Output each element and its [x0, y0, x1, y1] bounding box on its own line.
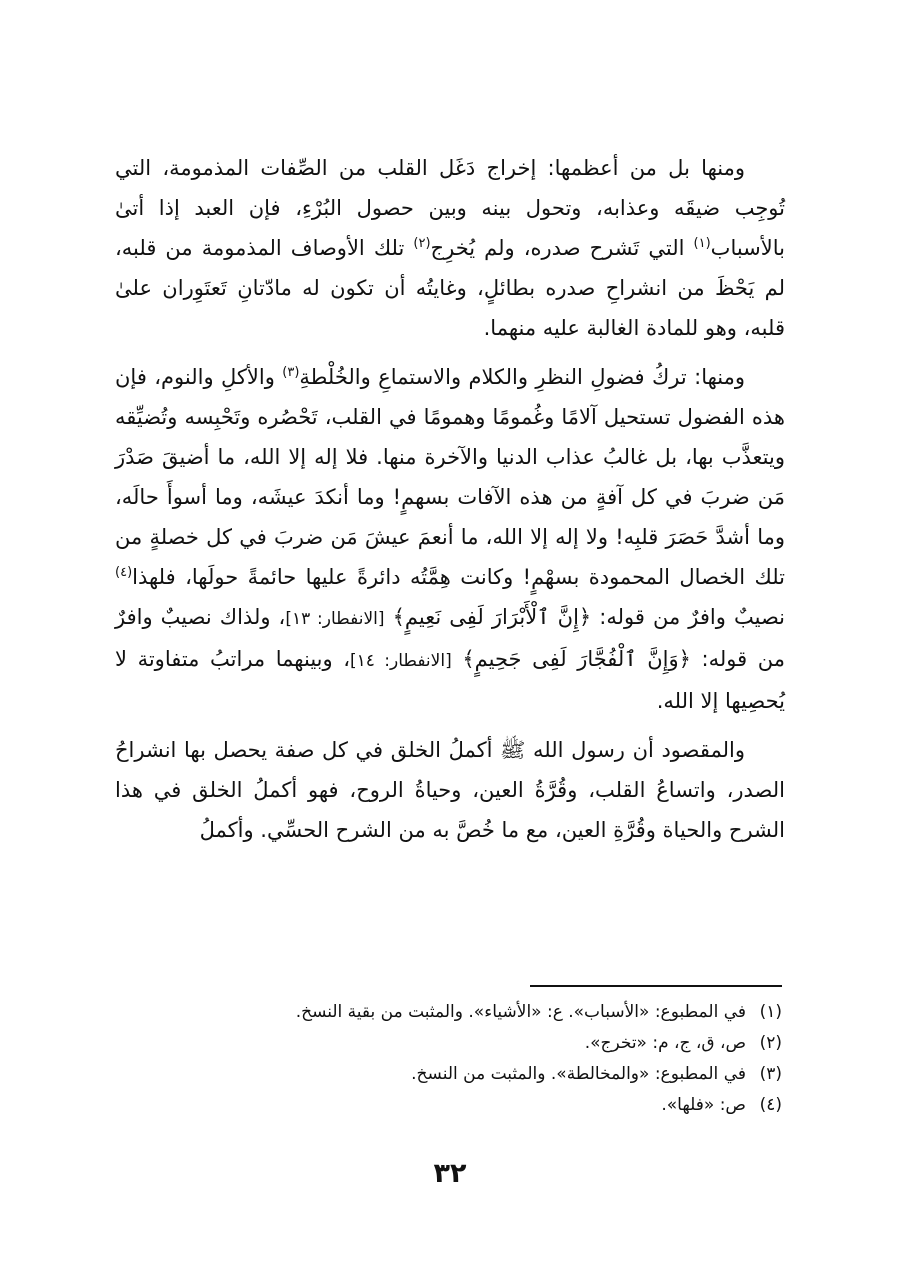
footnote-number: (٣) [759, 1064, 782, 1084]
footnotes-list [115, 997, 782, 1121]
footnote-marker-2: (٢) [413, 236, 431, 251]
footnote-marker-4: (٤) [115, 565, 133, 580]
text-run: ومنها بل من أعظمها: إخراج دَغَل القلب من الصِّفات المذمومة، التي تُوجِب ضيقَه وعذابه، وتحول بينه وبين حصول البُرْءِ، فإن العبد إذا أتىٰ بالأسباب [115, 156, 785, 260]
verse-reference: [الانفطار: ١٣] [285, 609, 385, 629]
text-run: والمقصود أن رسول الله ﷺ أكملُ الخلق في كل صفة يحصل بها انشراحُ الصدر، واتساعُ القلب، وقُرَّةُ العين، وحياةُ الروح، فهو أكملُ الخلق في هذا الشرح والحياة وقُرَّةِ العين، مع ما خُصَّ به من الشرح الحسِّي. وأكملُ [115, 738, 785, 842]
footnote-marker-3: (٣) [282, 365, 300, 380]
footnote-text: ص: «فلها». [661, 1095, 746, 1115]
footnote-2 [115, 1028, 782, 1059]
paragraph-1 [115, 148, 785, 348]
main-text [115, 148, 785, 850]
footnote-text: في المطبوع: «والمخالطة». والمثبت من النسخ. [411, 1064, 746, 1084]
verse-reference: [الانفطار: ١٤] [350, 651, 452, 671]
text-run: تلك الأوصاف المذمومة من قلبه، لم يَحْظَ من انشراحِ صدره بطائلٍ، وغايتُه أن تكون له مادّتانِ تَعتَوِران علىٰ قلبه، وهو للمادة الغالبة عليه منهما. [115, 236, 785, 340]
footnote-divider [530, 985, 782, 987]
footnote-3 [115, 1059, 782, 1090]
page-number: ٣٢ [433, 1158, 467, 1189]
footnote-number: (٤) [759, 1095, 782, 1115]
quran-quote: نصيبٌ وافرٌ من قوله: ﴿إِنَّ ٱلْأَبْرَارَ لَفِى نَعِيمٍ﴾ [384, 605, 785, 629]
paragraph-3 [115, 730, 785, 850]
footnote-text: في المطبوع: «الأسباب». ع: «الأشياء». والمثبت من بقية النسخ. [295, 1002, 746, 1022]
footnote-text: ص، ق، ج، م: «تخرج». [584, 1033, 746, 1053]
footnote-number: (١) [759, 1002, 782, 1022]
text-run: والأكلِ والنوم، فإن هذه الفضول تستحيل آلامًا وغُمومًا وهمومًا في القلب، تَحْصُره وتَحْبِسه وتُضيِّقه ويتعذَّب بها، بل غالبُ عذاب الدنيا والآخرة منها. فلا إله إلا الله، ما أضيقَ صَدْرَ مَن ضربَ في كل آفةٍ من هذه الآفات بسهمٍ! وما أنكدَ عيشَه، وما أسوأَ حالَه، وما أشدَّ حَصَرَ قلبِه! ولا إله إلا الله، ما أنعمَ عيشَ مَن ضربَ في كل خصلةٍ من تلك الخصال المحمودة بسهْمٍ! وكانت هِمَّتُه دائرةً عليها حائمةً حولَها، فلهذا [115, 365, 785, 589]
paragraph-2 [115, 357, 785, 721]
text-run: ، وبينهما مراتبُ متفاوتة لا يُحصِيها إلا الله. [115, 647, 785, 713]
text-run: التي تَشرح صدره، ولم يُخرِج [430, 236, 694, 260]
footnote-1 [115, 997, 782, 1028]
footnote-4 [115, 1090, 782, 1121]
quran-quote: ، ولذاك نصيبٌ وافرٌ من قوله: ﴿وَإِنَّ ٱلْفُجَّارَ لَفِى جَحِيمٍ﴾ [115, 605, 785, 671]
text-run: ومنها: تركُ فضولِ النظرِ والكلام والاستماعِ والخُلْطةِ [299, 365, 745, 389]
footnote-marker-1: (١) [693, 236, 711, 251]
footnote-number: (٢) [759, 1033, 782, 1053]
